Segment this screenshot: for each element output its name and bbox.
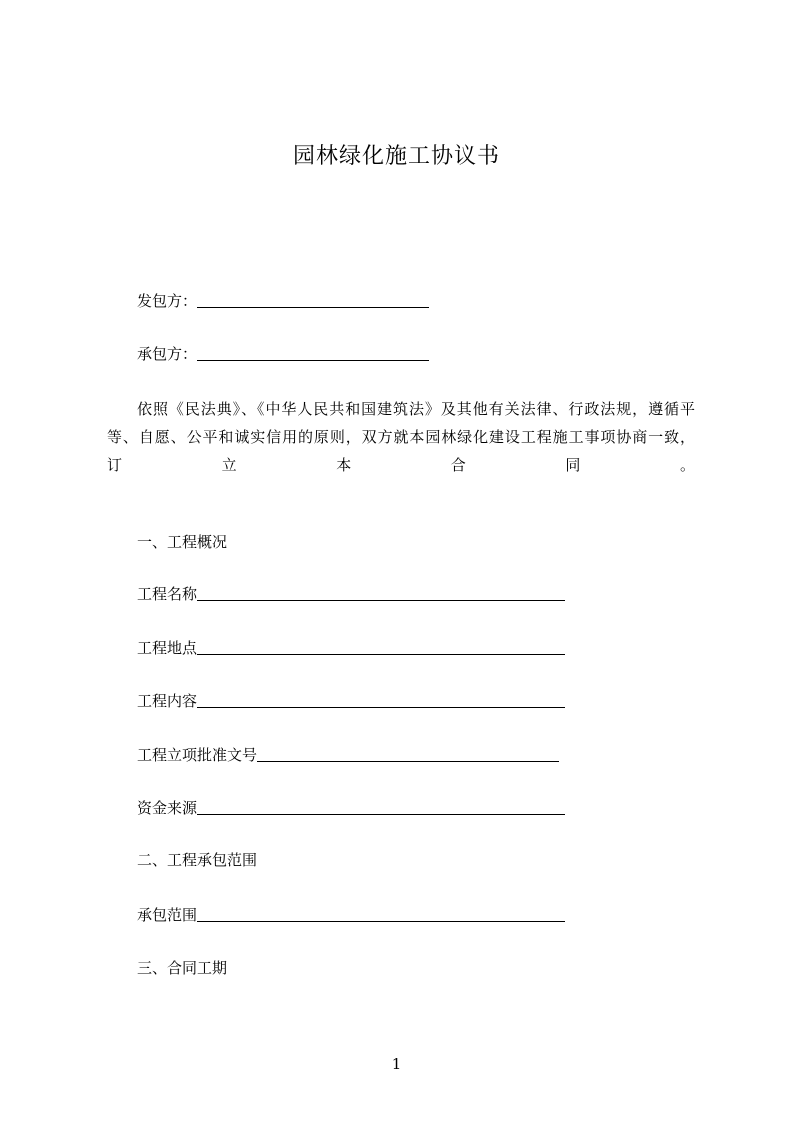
field-project-location-row [137, 638, 565, 658]
field-scope-blank[interactable] [197, 906, 565, 922]
section3-heading: 三、合同工期 [137, 959, 228, 977]
field-scope-row [137, 905, 565, 925]
preamble-line-2: 等、自愿、公平和诚实信用的原则，双方就本园林绿化建设工程施工事项协商一致， [107, 428, 695, 446]
employer-label: 发包方： [137, 292, 198, 310]
field-project-location-label: 工程地点 [137, 639, 198, 657]
field-project-name-blank[interactable] [197, 585, 565, 601]
preamble-paragraph [107, 395, 695, 479]
section2-heading: 二、工程承包范围 [137, 851, 258, 869]
field-project-name-row [137, 584, 565, 604]
field-scope-label: 承包范围 [137, 906, 198, 924]
field-project-content-row [137, 691, 565, 711]
section1-heading: 一、工程概况 [137, 533, 228, 551]
field-project-content-label: 工程内容 [137, 692, 198, 710]
preamble-line-1: 依照《民法典》、《中华人民共和国建筑法》及其他有关法律、行政法规，遵循平 [137, 400, 695, 418]
preamble-line-3: 订立本合同。 [107, 456, 695, 474]
field-project-name-label: 工程名称 [137, 585, 198, 603]
page-number: 1 [391, 1055, 402, 1073]
field-project-content-blank[interactable] [197, 692, 565, 708]
field-fund-source-label: 资金来源 [137, 799, 198, 817]
field-fund-source-blank[interactable] [197, 799, 565, 815]
contractor-row [137, 344, 429, 364]
field-fund-source-row [137, 798, 565, 818]
contractor-blank[interactable] [197, 345, 429, 361]
field-approval-no-label: 工程立项批准文号 [137, 746, 258, 764]
contractor-label: 承包方： [137, 345, 198, 363]
field-project-location-blank[interactable] [197, 639, 565, 655]
field-approval-no-blank[interactable] [257, 746, 559, 762]
field-approval-no-row [137, 745, 559, 765]
employer-row [137, 291, 429, 311]
document-title: 园林绿化施工协议书 [292, 144, 500, 169]
employer-blank[interactable] [197, 292, 429, 308]
